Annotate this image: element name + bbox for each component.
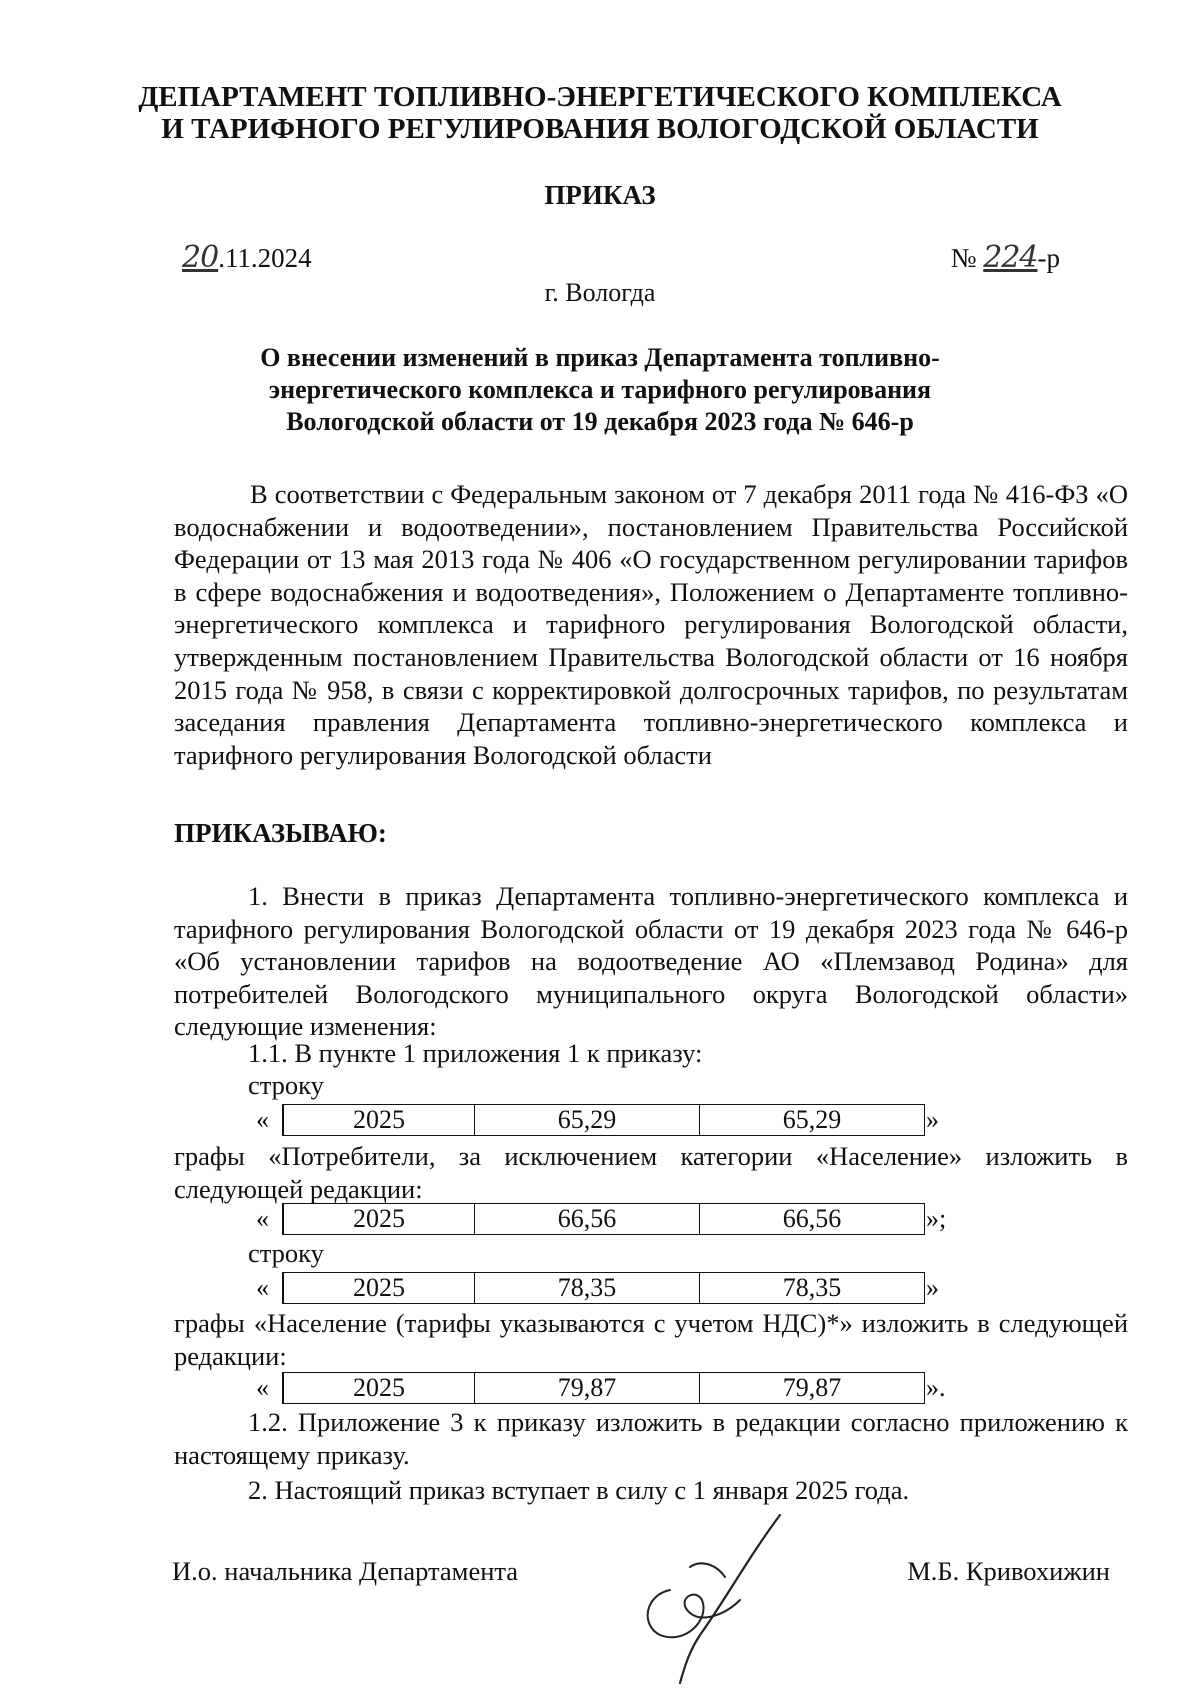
- cell-value-2: 79,87: [782, 1373, 842, 1402]
- cell-value-1: 78,35: [475, 1273, 700, 1303]
- close-quote: ».: [926, 1373, 946, 1402]
- department-name-line2: И ТАРИФНОГО РЕГУЛИРОВАНИЯ ВОЛОГОДСКОЙ ОБЛАСТИ: [161, 113, 1039, 145]
- order-word: ПРИКАЗЫВАЮ:: [174, 818, 387, 848]
- number-prefix: №: [950, 243, 984, 273]
- number-handwritten: 224: [983, 240, 1038, 275]
- cell-value-2: 65,29: [782, 1105, 842, 1134]
- grafy-paragraph-1: графы «Потребители, за исключением категории «Население» изложить в следующей редакции:: [174, 1141, 1128, 1204]
- date-rest: .11.2024: [218, 243, 312, 273]
- handwritten-signature-icon: [630, 1505, 800, 1690]
- open-quote: «: [256, 1204, 269, 1233]
- number-suffix: -р: [1037, 243, 1060, 273]
- cell-value-1: 79,87: [475, 1373, 700, 1403]
- cell-year: 2025: [284, 1373, 475, 1403]
- stroku-label-2: строку: [248, 1238, 324, 1268]
- document-type: ПРИКАЗ: [544, 180, 656, 210]
- open-quote: «: [256, 1373, 269, 1402]
- item-1-2: 1.2. Приложение 3 к приказу изложить в редакции согласно приложению к настоящему приказу.: [174, 1407, 1128, 1470]
- open-quote: «: [256, 1273, 269, 1302]
- department-name-line1: ДЕПАРТАМЕНТ ТОПЛИВНО-ЭНЕРГЕТИЧЕСКОГО КОМПЛЕКСА: [138, 81, 1062, 113]
- city: г. Вологда: [544, 278, 656, 307]
- date-day-handwritten: 20: [182, 240, 219, 275]
- open-quote: «: [256, 1105, 269, 1134]
- document-date: [182, 240, 312, 275]
- cell-year: 2025: [284, 1273, 475, 1303]
- close-quote: »;: [926, 1204, 947, 1233]
- item-1-paragraph: 1. Внести в приказ Департамента топливно-энергетического комплекса и тарифного регулирования Вологодской области от 19 декабря 2023 года № 646-р «Об установлении тарифов на водоотведение АО «Племзавод Родина» для потребителей Вологодского муниципального округа Вологодской области» следующие изменения:: [174, 881, 1128, 1042]
- item-2: 2. Настоящий приказ вступает в силу с 1 января 2025 года.: [248, 1475, 910, 1505]
- document-subject: О внесении изменений в приказ Департамента топливно-энергетического комплекса и тарифного регулирования Вологодской области от 19 декабря 2023 года № 646-р: [260, 343, 940, 436]
- cell-value-2: 66,56: [782, 1204, 842, 1233]
- tariff-cells: [282, 1203, 925, 1235]
- tariff-cells: [282, 1372, 925, 1404]
- cell-year: 2025: [284, 1105, 475, 1135]
- item-1-1: 1.1. В пункте 1 приложения 1 к приказу:: [248, 1038, 703, 1068]
- cell-value-1: 66,56: [475, 1204, 700, 1234]
- tariff-cells: [282, 1104, 925, 1136]
- signatory-position: И.о. начальника Департамента: [172, 1556, 519, 1586]
- tariff-cells: [282, 1272, 925, 1304]
- close-quote: »: [926, 1105, 939, 1134]
- signatory-name: М.Б. Кривохижин: [907, 1556, 1110, 1586]
- cell-value-2: 78,35: [782, 1273, 842, 1302]
- document-number: [951, 240, 1060, 275]
- close-quote: »: [926, 1273, 939, 1302]
- cell-year: 2025: [284, 1204, 475, 1234]
- preamble-paragraph: В соответствии с Федеральным законом от 7 декабря 2011 года № 416-ФЗ «О водоснабжении и водоотведении», постановлением Правительства Российской Федерации от 13 мая 2013 года № 406 «О государственном регулировании тарифов в сфере водоснабжения и водоотведения», Положением о Департаменте топливно-энергетического комплекса и тарифного регулирования Вологодской области, утвержденным постановлением Правительства Вологодской области от 16 ноября 2015 года № 958, в связи с корректировкой долгосрочных тарифов, по результатам заседания правления Департамента топливно-энергетического комплекса и тарифного регулирования Вологодской области: [174, 479, 1128, 770]
- grafy-paragraph-2: графы «Население (тарифы указываются с учетом НДС)*» изложить в следующей редакции:: [174, 1308, 1128, 1371]
- cell-value-1: 65,29: [475, 1105, 700, 1135]
- stroku-label-1: строку: [248, 1070, 324, 1100]
